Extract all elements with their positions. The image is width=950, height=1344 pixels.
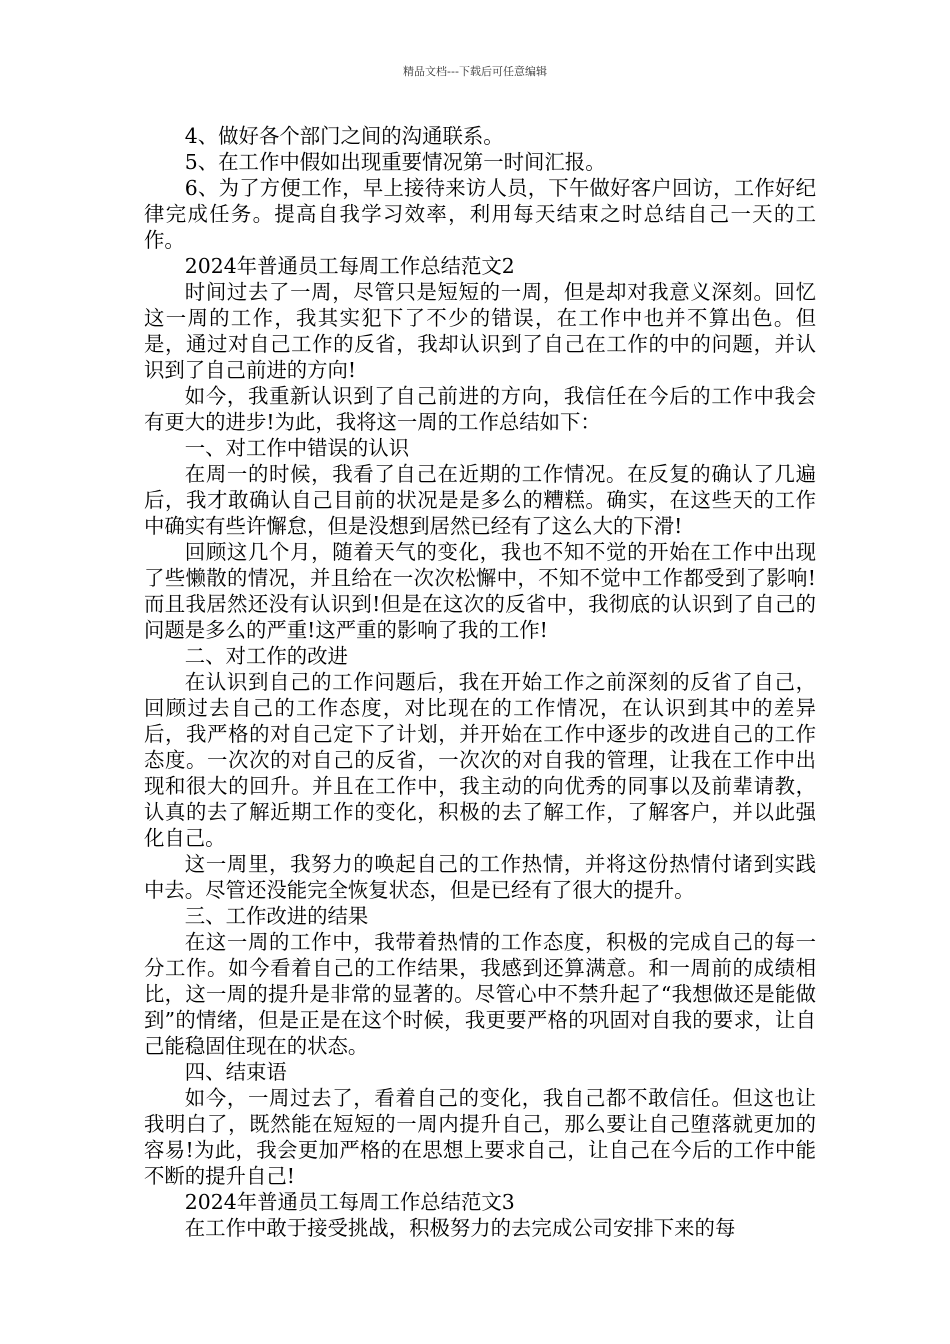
subheading-3: 三、工作改进的结果 <box>184 904 369 928</box>
list-item-5: 5、在工作中假如出现重要情况第一时间汇报。 <box>184 150 606 174</box>
paragraph: 这一周里，我努力的唤起自己的工作热情，并将这份热情付诸到实践中去。尽管还没能完全恢复状态，但是已经有了很大的提升。 <box>144 852 816 902</box>
page-header: 精品文档---下载后可任意编辑 <box>403 65 547 78</box>
paragraph: 如今，我重新认识到了自己前进的方向，我信任在今后的工作中我会有更大的进步!为此，我将这一周的工作总结如下： <box>144 384 816 434</box>
paragraph: 在周一的时候，我看了自己在近期的工作情况。在反复的确认了几遍后，我才敢确认自己目前的状况是是多么的糟糕。确实，在这些天的工作中确实有些许懈怠，但是没想到居然已经有了这么大的下滑! <box>144 462 816 538</box>
list-item-6: 6、为了方便工作，早上接待来访人员，下午做好客户回访，工作好纪律完成任务。提高自我学习效率，利用每天结束之时总结自己一天的工作。 <box>144 176 816 252</box>
paragraph: 在工作中敢于接受挑战，积极努力的去完成公司安排下来的每 <box>184 1216 736 1240</box>
section-title-3: 2024年普通员工每周工作总结范文3 <box>184 1190 515 1214</box>
paragraph: 在这一周的工作中，我带着热情的工作态度，积极的完成自己的每一分工作。如今看着自己的工作结果，我感到还算满意。和一周前的成绩相比，这一周的提升是非常的显著的。尽管心中不禁升起了“我想做还是能做到”的情绪，但是正是在这个时候，我更要严格的巩固对自我的要求，让自己能稳固住现在的状态。 <box>144 930 816 1058</box>
paragraph: 如今，一周过去了，看着自己的变化，我自己都不敢信任。但这也让我明白了，既然能在短短的一周内提升自己，那么要让自己堕落就更加的容易!为此，我会更加严格的在思想上要求自己，让自己在今后的工作中能不断的提升自己! <box>144 1086 816 1188</box>
subheading-4: 四、结束语 <box>184 1060 287 1084</box>
paragraph: 回顾这几个月，随着天气的变化，我也不知不觉的开始在工作中出现了些懒散的情况，并且给在一次次松懈中，不知不觉中工作都受到了影响!而且我居然还没有认识到!但是在这次的反省中，我彻底的认识到了自己的问题是多么的严重!这严重的影响了我的工作! <box>144 540 816 642</box>
paragraph: 在认识到自己的工作问题后，我在开始工作之前深刻的反省了自己，回顾过去自己的工作态度，对比现在的工作情况，在认识到其中的差异后，我严格的对自己定下了计划，并开始在工作中逐步的改进自己的工作态度。一次次的对自己的反省，一次次的对自我的管理，让我在工作中出现和很大的回升。并且在工作中，我主动的向优秀的同事以及前辈请教，认真的去了解近期工作的变化，积极的去了解工作，了解客户，并以此强化自己。 <box>144 670 816 850</box>
list-item-4: 4、做好各个部门之间的沟通联系。 <box>184 124 504 148</box>
document-body <box>144 123 816 1241</box>
section-title-2: 2024年普通员工每周工作总结范文2 <box>184 254 515 278</box>
subheading-1: 一、对工作中错误的认识 <box>184 436 410 460</box>
paragraph: 时间过去了一周，尽管只是短短的一周，但是却对我意义深刻。回忆这一周的工作，我其实犯下了不少的错误，在工作中也并不算出色。但是，通过对自己工作的反省，我却认识到了自己在工作的中的问题，并认识到了自己前进的方向! <box>144 280 816 382</box>
subheading-2: 二、对工作的改进 <box>184 644 348 668</box>
